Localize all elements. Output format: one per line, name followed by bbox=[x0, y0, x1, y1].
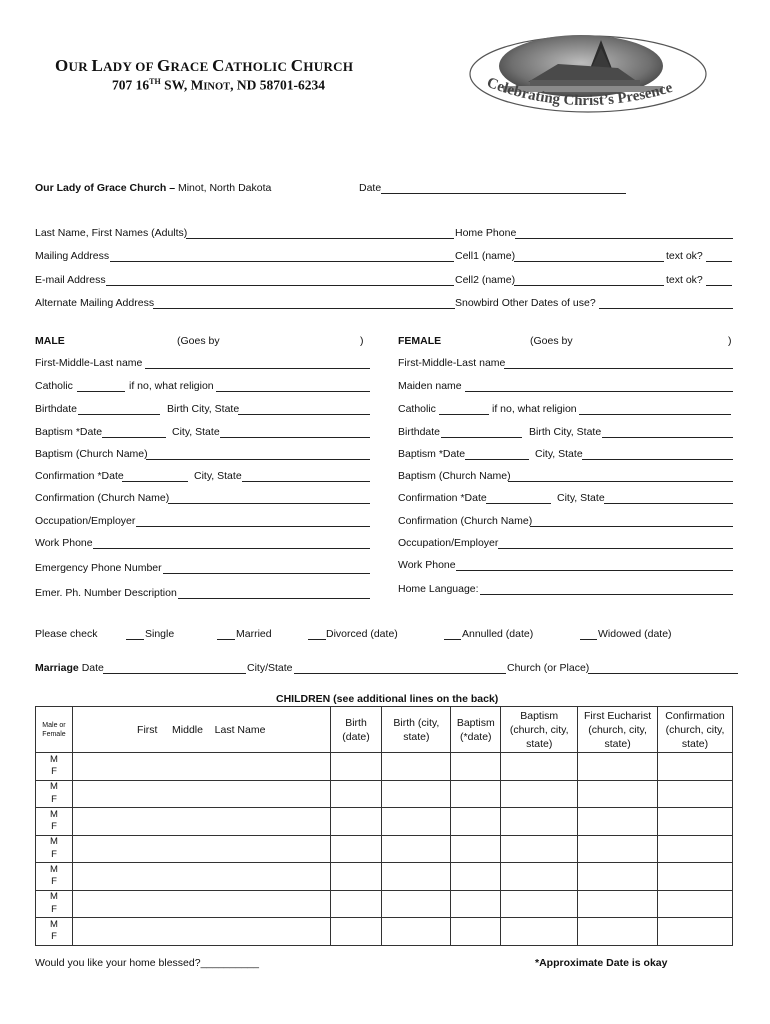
female-confirmation-church-label: Confirmation (Church Name) bbox=[398, 515, 533, 527]
child-name-cell[interactable] bbox=[72, 890, 330, 918]
female-baptism-city-field[interactable] bbox=[582, 459, 733, 460]
married-label: Married bbox=[236, 628, 272, 640]
female-option[interactable]: F bbox=[51, 903, 57, 915]
male-option[interactable]: M bbox=[50, 891, 58, 903]
male-emer-desc-field[interactable] bbox=[178, 598, 370, 599]
male-birthdate-field[interactable] bbox=[78, 414, 160, 415]
female-confirmation-church-field[interactable] bbox=[530, 526, 733, 527]
male-religion-field[interactable] bbox=[216, 391, 370, 392]
male-baptism-date-field[interactable] bbox=[102, 437, 166, 438]
child-confirmation-cell[interactable] bbox=[658, 835, 733, 863]
home-phone-label: Home Phone bbox=[455, 227, 517, 239]
child-eucharist-cell[interactable] bbox=[578, 753, 658, 781]
male-baptism-city-field[interactable] bbox=[220, 437, 370, 438]
male-baptism-church-field[interactable] bbox=[146, 459, 370, 460]
child-eucharist-cell[interactable] bbox=[578, 890, 658, 918]
child-name-cell[interactable] bbox=[72, 780, 330, 808]
female-confirmation-city-field[interactable] bbox=[604, 503, 733, 504]
female-baptism-church-label: Baptism (Church Name) bbox=[398, 470, 511, 482]
child-baptism-date-cell[interactable] bbox=[451, 890, 501, 918]
marriage-church-field[interactable] bbox=[588, 673, 738, 674]
male-birthdate-label: Birthdate bbox=[35, 403, 78, 415]
single-checkbox[interactable] bbox=[126, 639, 144, 640]
children-heading: CHILDREN (see additional lines on the back) bbox=[276, 693, 499, 705]
female-option[interactable]: F bbox=[51, 876, 57, 888]
male-option[interactable]: M bbox=[50, 918, 58, 930]
child-confirmation-cell[interactable] bbox=[658, 863, 733, 891]
male-option[interactable]: M bbox=[50, 836, 58, 848]
col-eucharist: First Eucharist (church, city, state) bbox=[578, 707, 658, 753]
child-baptism-date-cell[interactable] bbox=[451, 918, 501, 946]
female-option[interactable]: F bbox=[51, 848, 57, 860]
male-occupation-field[interactable] bbox=[136, 526, 370, 527]
female-birthdate-label: Birthdate bbox=[398, 426, 441, 438]
child-eucharist-cell[interactable] bbox=[578, 808, 658, 836]
female-birthdate-field[interactable] bbox=[441, 437, 522, 438]
female-name-label: First-Middle-Last name bbox=[398, 357, 506, 369]
col-baptism: Baptism (*date) bbox=[451, 707, 501, 753]
date-label: Date bbox=[359, 182, 382, 194]
female-religion-label: if no, what religion bbox=[492, 403, 577, 415]
col-birth-place: Birth (city, state) bbox=[382, 707, 451, 753]
male-religion-label: if no, what religion bbox=[129, 380, 214, 392]
child-birth-place-cell[interactable] bbox=[382, 835, 451, 863]
child-row bbox=[36, 753, 733, 781]
home-phone-field[interactable] bbox=[515, 238, 733, 239]
approximate-date-note: *Approximate Date is okay bbox=[535, 957, 668, 969]
child-row bbox=[36, 890, 733, 918]
marriage-city-label: City/State bbox=[247, 662, 293, 674]
female-baptism-date-label: Baptism *Date bbox=[398, 448, 466, 460]
male-catholic-field[interactable] bbox=[77, 391, 125, 392]
male-confirmation-date-label: Confirmation *Date bbox=[35, 470, 124, 482]
child-birth-place-cell[interactable] bbox=[382, 918, 451, 946]
male-baptism-church-label: Baptism (Church Name) bbox=[35, 448, 148, 460]
text-ok2-label: text ok? bbox=[666, 274, 703, 286]
female-baptism-city-label: City, State bbox=[535, 448, 583, 460]
child-confirmation-cell[interactable] bbox=[658, 918, 733, 946]
male-baptism-date-label: Baptism *Date bbox=[35, 426, 103, 438]
child-name-cell[interactable] bbox=[72, 808, 330, 836]
col-birth: Birth (date) bbox=[330, 707, 382, 753]
snowbird-label: Snowbird Other Dates of use? bbox=[455, 297, 599, 309]
email-field[interactable] bbox=[106, 285, 454, 286]
mailing-address-field[interactable] bbox=[110, 261, 454, 262]
alt-mailing-label: Alternate Mailing Address bbox=[35, 297, 155, 309]
marriage-date-field[interactable] bbox=[103, 673, 246, 674]
date-field[interactable] bbox=[381, 193, 626, 194]
marriage-city-field[interactable] bbox=[294, 673, 506, 674]
male-heading: MALE bbox=[35, 335, 65, 347]
male-name-field[interactable] bbox=[145, 368, 370, 369]
child-row bbox=[36, 918, 733, 946]
child-birth-place-cell[interactable] bbox=[382, 890, 451, 918]
child-name-cell[interactable] bbox=[72, 753, 330, 781]
marriage-church-label: Church (or Place) bbox=[507, 662, 590, 674]
child-row bbox=[36, 835, 733, 863]
church-address: 707 16TH SW, MINOT, ND 58701-6234 bbox=[112, 77, 326, 93]
col-sex: Male or Female bbox=[36, 707, 73, 753]
male-baptism-city-label: City, State bbox=[172, 426, 220, 438]
male-birth-city-label: Birth City, State bbox=[167, 403, 240, 415]
child-baptism-place-cell[interactable] bbox=[501, 808, 578, 836]
female-paren: ) bbox=[728, 335, 732, 347]
child-row bbox=[36, 808, 733, 836]
male-emergency-label: Emergency Phone Number bbox=[35, 562, 162, 574]
child-birth-date-cell[interactable] bbox=[330, 863, 382, 891]
widowed-checkbox[interactable] bbox=[580, 639, 597, 640]
annulled-label: Annulled (date) bbox=[462, 628, 534, 640]
home-blessed-field[interactable]: __________ bbox=[200, 957, 259, 969]
male-goes-by-label: (Goes by bbox=[177, 335, 220, 347]
child-eucharist-cell[interactable] bbox=[578, 835, 658, 863]
male-confirmation-city-label: City, State bbox=[194, 470, 242, 482]
female-option[interactable]: F bbox=[51, 821, 57, 833]
female-maiden-field[interactable] bbox=[465, 391, 733, 392]
child-baptism-place-cell[interactable] bbox=[501, 863, 578, 891]
email-label: E-mail Address bbox=[35, 274, 106, 286]
child-eucharist-cell[interactable] bbox=[578, 780, 658, 808]
widowed-label: Widowed (date) bbox=[598, 628, 672, 640]
child-birth-date-cell[interactable] bbox=[330, 835, 382, 863]
male-name-label: First-Middle-Last name bbox=[35, 357, 143, 369]
church-logo bbox=[468, 34, 708, 124]
text-ok1-field[interactable] bbox=[706, 261, 732, 262]
female-option[interactable]: F bbox=[51, 793, 57, 805]
female-baptism-date-field[interactable] bbox=[465, 459, 529, 460]
male-confirmation-church-label: Confirmation (Church Name) bbox=[35, 492, 170, 504]
female-catholic-field[interactable] bbox=[439, 414, 489, 415]
child-baptism-date-cell[interactable] bbox=[451, 808, 501, 836]
text-ok1-label: text ok? bbox=[666, 250, 703, 262]
child-sex-cell[interactable] bbox=[36, 835, 73, 863]
child-confirmation-cell[interactable] bbox=[658, 890, 733, 918]
cell2-field[interactable] bbox=[514, 285, 664, 286]
child-sex-cell[interactable] bbox=[36, 863, 73, 891]
female-option[interactable]: F bbox=[51, 766, 57, 778]
male-occupation-label: Occupation/Employer bbox=[35, 515, 136, 527]
col-name: First Middle Last Name bbox=[72, 707, 330, 753]
children-table bbox=[35, 706, 733, 946]
annulled-checkbox[interactable] bbox=[444, 639, 461, 640]
female-home-language-field[interactable] bbox=[480, 594, 733, 595]
col-confirmation: Confirmation (church, city, state) bbox=[658, 707, 733, 753]
child-birth-date-cell[interactable] bbox=[330, 753, 382, 781]
cell1-label: Cell1 (name) bbox=[455, 250, 516, 262]
child-baptism-date-cell[interactable] bbox=[451, 753, 501, 781]
child-row bbox=[36, 863, 733, 891]
female-confirmation-city-label: City, State bbox=[557, 492, 605, 504]
divorced-checkbox[interactable] bbox=[308, 639, 326, 640]
last-name-label: Last Name, First Names (Adults) bbox=[35, 227, 188, 239]
male-emergency-field[interactable] bbox=[163, 573, 370, 574]
female-baptism-church-field[interactable] bbox=[508, 481, 733, 482]
last-name-field[interactable] bbox=[186, 238, 454, 239]
please-check-label: Please check bbox=[35, 628, 98, 640]
male-work-phone-label: Work Phone bbox=[35, 537, 93, 549]
female-heading: FEMALE bbox=[398, 335, 442, 347]
child-eucharist-cell[interactable] bbox=[578, 918, 658, 946]
home-blessed-label: Would you like your home blessed?__________ bbox=[35, 957, 259, 969]
female-maiden-label: Maiden name bbox=[398, 380, 462, 392]
male-confirmation-date-field[interactable] bbox=[122, 481, 188, 482]
child-eucharist-cell[interactable] bbox=[578, 863, 658, 891]
female-catholic-label: Catholic bbox=[398, 403, 436, 415]
female-work-phone-field[interactable] bbox=[456, 570, 733, 571]
male-option[interactable]: M bbox=[50, 863, 58, 875]
male-emer-desc-label: Emer. Ph. Number Description bbox=[35, 587, 177, 599]
female-goes-by-label: (Goes by bbox=[530, 335, 573, 347]
child-birth-place-cell[interactable] bbox=[382, 780, 451, 808]
child-name-cell[interactable] bbox=[72, 918, 330, 946]
child-name-cell[interactable] bbox=[72, 863, 330, 891]
single-label: Single bbox=[145, 628, 175, 640]
church-name: OUR LADY OF GRACE CATHOLIC CHURCH bbox=[55, 56, 354, 75]
male-catholic-label: Catholic bbox=[35, 380, 73, 392]
child-birth-date-cell[interactable] bbox=[330, 918, 382, 946]
child-baptism-date-cell[interactable] bbox=[451, 835, 501, 863]
child-confirmation-cell[interactable] bbox=[658, 808, 733, 836]
female-confirmation-date-field[interactable] bbox=[486, 503, 551, 504]
male-option[interactable]: M bbox=[50, 808, 58, 820]
child-row bbox=[36, 780, 733, 808]
child-sex-cell[interactable] bbox=[36, 780, 73, 808]
children-header-row bbox=[36, 707, 733, 753]
female-occupation-field[interactable] bbox=[498, 548, 733, 549]
child-sex-cell[interactable] bbox=[36, 808, 73, 836]
child-birth-place-cell[interactable] bbox=[382, 753, 451, 781]
child-confirmation-cell[interactable] bbox=[658, 753, 733, 781]
child-baptism-place-cell[interactable] bbox=[501, 835, 578, 863]
marriage-date-label: Marriage Date bbox=[35, 662, 104, 674]
child-birth-date-cell[interactable] bbox=[330, 890, 382, 918]
text-ok2-field[interactable] bbox=[706, 285, 732, 286]
child-sex-cell[interactable] bbox=[36, 753, 73, 781]
alt-mailing-field[interactable] bbox=[153, 308, 733, 309]
married-checkbox[interactable] bbox=[217, 639, 235, 640]
child-baptism-place-cell[interactable] bbox=[501, 890, 578, 918]
female-confirmation-date-label: Confirmation *Date bbox=[398, 492, 487, 504]
church-location: Our Lady of Grace Church – Minot, North Dakota bbox=[35, 182, 272, 194]
female-religion-field[interactable] bbox=[579, 414, 731, 415]
child-birth-place-cell[interactable] bbox=[382, 808, 451, 836]
female-occupation-label: Occupation/Employer bbox=[398, 537, 499, 549]
logo-text: Celebrating Christ’s Presence bbox=[484, 74, 675, 110]
female-birth-city-label: Birth City, State bbox=[529, 426, 602, 438]
child-baptism-place-cell[interactable] bbox=[501, 780, 578, 808]
cell1-field[interactable] bbox=[514, 261, 664, 262]
female-work-phone-label: Work Phone bbox=[398, 559, 456, 571]
child-birth-place-cell[interactable] bbox=[382, 863, 451, 891]
child-baptism-place-cell[interactable] bbox=[501, 918, 578, 946]
mailing-address-label: Mailing Address bbox=[35, 250, 110, 262]
male-option[interactable]: M bbox=[50, 753, 58, 765]
male-confirmation-city-field[interactable] bbox=[242, 481, 370, 482]
child-sex-cell[interactable] bbox=[36, 918, 73, 946]
male-birth-city-field[interactable] bbox=[238, 414, 370, 415]
child-confirmation-cell[interactable] bbox=[658, 780, 733, 808]
col-baptism-place: Baptism (church, city, state) bbox=[501, 707, 578, 753]
cell2-label: Cell2 (name) bbox=[455, 274, 516, 286]
male-confirmation-church-field[interactable] bbox=[168, 503, 370, 504]
female-home-language-label: Home Language: bbox=[398, 583, 479, 595]
child-name-cell[interactable] bbox=[72, 835, 330, 863]
female-name-field[interactable] bbox=[504, 368, 733, 369]
child-baptism-date-cell[interactable] bbox=[451, 780, 501, 808]
male-paren: ) bbox=[360, 335, 364, 347]
female-option[interactable]: F bbox=[51, 931, 57, 943]
child-birth-date-cell[interactable] bbox=[330, 780, 382, 808]
divorced-label: Divorced (date) bbox=[326, 628, 398, 640]
child-baptism-date-cell[interactable] bbox=[451, 863, 501, 891]
female-birth-city-field[interactable] bbox=[602, 437, 733, 438]
male-option[interactable]: M bbox=[50, 781, 58, 793]
child-birth-date-cell[interactable] bbox=[330, 808, 382, 836]
child-baptism-place-cell[interactable] bbox=[501, 753, 578, 781]
child-sex-cell[interactable] bbox=[36, 890, 73, 918]
male-work-phone-field[interactable] bbox=[93, 548, 370, 549]
